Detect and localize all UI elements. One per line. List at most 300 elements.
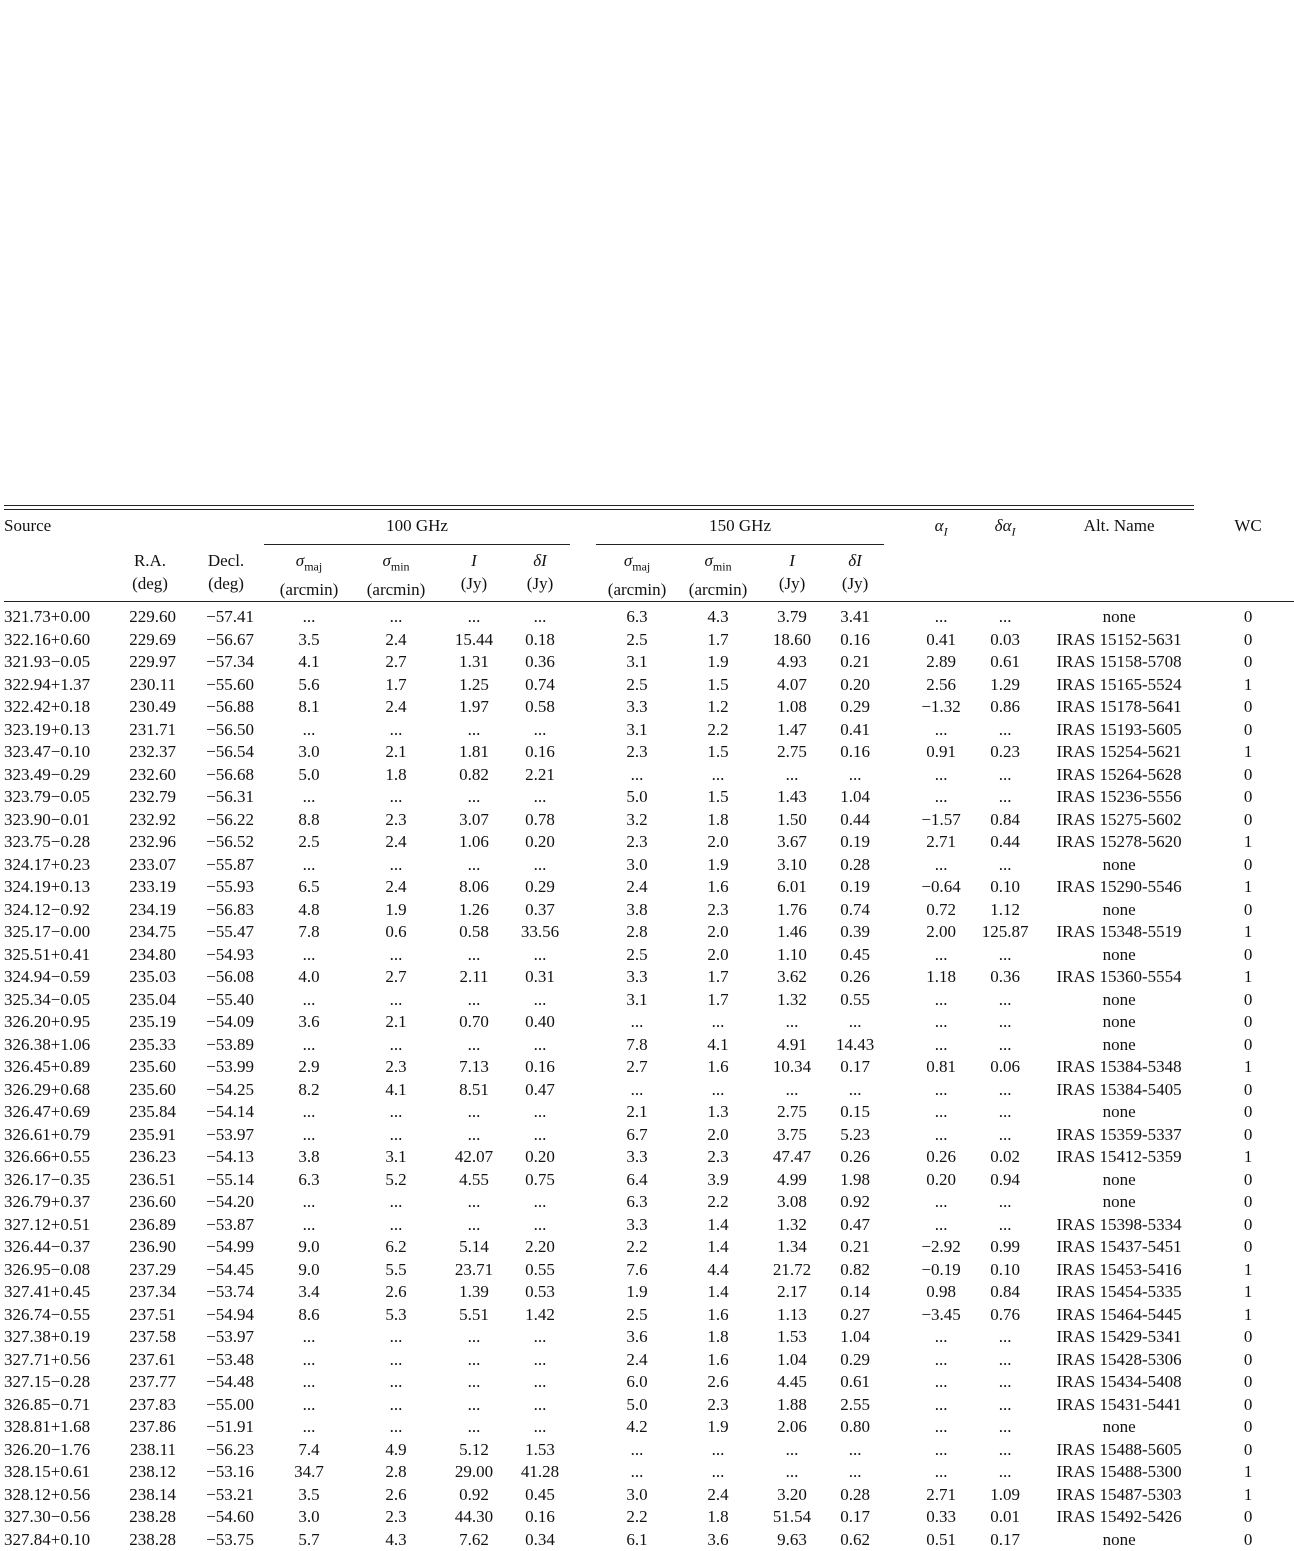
cell-ra: 233.19 <box>129 877 176 897</box>
cell-source: 327.38+0.19 <box>4 1327 91 1347</box>
cell-sigma-maj-150: 6.4 <box>626 1169 648 1189</box>
cell-wc: 0 <box>1243 652 1253 672</box>
table-row <box>4 989 1294 1012</box>
cell-alt-name: IRAS 15464-5445 <box>1056 1304 1182 1324</box>
cell-delta-alpha: ... <box>998 1124 1012 1144</box>
cell-dec: −53.74 <box>206 1282 254 1302</box>
cell-dec: −54.45 <box>206 1259 254 1279</box>
cell-wc: 0 <box>1243 1012 1253 1032</box>
cell-dec: −53.97 <box>206 1124 254 1144</box>
cell-sigma-maj-150: 3.0 <box>626 1484 648 1504</box>
cell-ra: 237.51 <box>129 1304 176 1324</box>
cell-alt-name: IRAS 15429-5341 <box>1056 1327 1182 1347</box>
cell-sigma-maj-100: ... <box>302 854 316 874</box>
cell-wc: 0 <box>1243 1372 1253 1392</box>
cell-wc: 0 <box>1243 1237 1253 1257</box>
cell-wc: 0 <box>1243 629 1253 649</box>
cell-sigma-maj-100: ... <box>302 1124 316 1144</box>
table-row <box>4 1011 1294 1034</box>
cell-sigma-maj-100: ... <box>302 1327 316 1347</box>
cell-delta-alpha: ... <box>998 1034 1012 1054</box>
cell-source: 326.38+1.06 <box>4 1034 91 1054</box>
cell-sigma-maj-100: ... <box>302 607 316 627</box>
table-row <box>4 1326 1294 1349</box>
cell-delta-alpha: ... <box>998 1349 1012 1369</box>
table-row <box>4 831 1294 854</box>
cell-intensity-error-150: 0.16 <box>840 742 870 762</box>
cell-intensity-100: ... <box>467 719 481 739</box>
cell-alt-name: IRAS 15437-5451 <box>1056 1237 1182 1257</box>
cell-wc: 0 <box>1243 764 1253 784</box>
cell-sigma-maj-100: 34.7 <box>294 1462 324 1482</box>
cell-intensity-error-150: 0.26 <box>840 1147 870 1167</box>
cell-sigma-min-100: ... <box>389 944 403 964</box>
cell-alpha: ... <box>934 764 948 784</box>
cell-alpha: 0.81 <box>926 1057 956 1077</box>
table-row <box>4 1416 1294 1439</box>
cell-dec: −56.68 <box>206 764 254 784</box>
cell-alt-name: none <box>1102 1529 1136 1549</box>
cell-intensity-100: 5.12 <box>459 1439 489 1459</box>
cell-sigma-min-100: ... <box>389 1124 403 1144</box>
cell-intensity-error-100: 0.31 <box>525 967 555 987</box>
cell-ra: 237.77 <box>129 1372 176 1392</box>
cell-intensity-error-100: 0.29 <box>525 877 555 897</box>
cell-intensity-error-100: 0.34 <box>525 1529 555 1549</box>
cell-wc: 0 <box>1243 989 1253 1009</box>
cell-sigma-min-150: 2.0 <box>707 832 729 852</box>
cell-intensity-error-100: ... <box>533 1034 547 1054</box>
header-ra: R.A. (deg) <box>132 550 168 593</box>
cell-alt-name: none <box>1102 1012 1136 1032</box>
table-row <box>4 1439 1294 1462</box>
cell-delta-alpha: 0.02 <box>990 1147 1020 1167</box>
cell-alt-name: none <box>1102 1034 1136 1054</box>
cell-intensity-100: ... <box>467 787 481 807</box>
cell-intensity-error-150: ... <box>848 764 862 784</box>
cell-alpha: 0.41 <box>926 629 956 649</box>
cell-intensity-error-100: 0.58 <box>525 697 555 717</box>
cell-intensity-100: 1.31 <box>459 652 489 672</box>
cell-source: 324.17+0.23 <box>4 854 91 874</box>
cell-alpha: ... <box>934 1417 948 1437</box>
cell-sigma-maj-150: 2.5 <box>626 944 648 964</box>
cell-ra: 237.83 <box>129 1394 176 1414</box>
cell-ra: 236.23 <box>129 1147 176 1167</box>
cell-alt-name: IRAS 15359-5337 <box>1056 1124 1182 1144</box>
cell-intensity-100: ... <box>467 944 481 964</box>
cell-intensity-error-100: 2.20 <box>525 1237 555 1257</box>
cell-sigma-maj-100: 8.8 <box>298 809 320 829</box>
cell-ra: 229.97 <box>129 652 176 672</box>
cell-sigma-maj-150: 3.2 <box>626 809 648 829</box>
cell-sigma-maj-150: 2.5 <box>626 1304 648 1324</box>
cell-sigma-maj-100: ... <box>302 1372 316 1392</box>
cell-ra: 235.19 <box>129 1012 176 1032</box>
cell-dec: −51.91 <box>206 1417 254 1437</box>
cell-wc: 0 <box>1243 854 1253 874</box>
cell-intensity-100: 29.00 <box>454 1462 494 1482</box>
header-150-intensity-error: δI (Jy) <box>841 551 869 593</box>
cell-intensity-error-150: 0.17 <box>840 1507 870 1527</box>
cell-alpha: 0.91 <box>926 742 956 762</box>
header-group-150ghz: 150 GHz <box>596 510 884 545</box>
cell-intensity-error-100: 0.16 <box>525 1507 555 1527</box>
table-row <box>4 741 1294 764</box>
cell-ra: 234.75 <box>129 922 176 942</box>
cell-sigma-maj-100: 7.8 <box>298 922 320 942</box>
cell-alpha: −3.45 <box>921 1304 961 1324</box>
cell-source: 323.47−0.10 <box>4 742 91 762</box>
cell-sigma-maj-150: 3.1 <box>626 652 648 672</box>
header-delta-alpha: $\delta\alpha_I$ <box>994 516 1016 539</box>
cell-sigma-maj-150: 7.8 <box>626 1034 648 1054</box>
cell-intensity-150: 1.88 <box>777 1394 807 1414</box>
header-100-intensity-error: δI (Jy) <box>526 551 554 593</box>
cell-sigma-min-150: 1.5 <box>707 787 729 807</box>
cell-delta-alpha: 0.94 <box>990 1169 1020 1189</box>
cell-wc: 1 <box>1243 877 1253 897</box>
cell-intensity-150: 3.75 <box>777 1124 807 1144</box>
cell-alt-name: none <box>1102 1192 1136 1212</box>
cell-dec: −54.25 <box>206 1079 254 1099</box>
cell-ra: 230.49 <box>129 697 176 717</box>
cell-sigma-maj-150: 2.4 <box>626 1349 648 1369</box>
cell-intensity-150: 51.54 <box>772 1507 812 1527</box>
cell-source: 324.12−0.92 <box>4 899 91 919</box>
cell-intensity-100: ... <box>467 1394 481 1414</box>
table-row <box>4 1371 1294 1394</box>
cell-intensity-100: 1.97 <box>459 697 489 717</box>
cell-ra: 235.84 <box>129 1102 176 1122</box>
cell-sigma-min-150: ... <box>711 764 725 784</box>
cell-source: 323.49−0.29 <box>4 764 91 784</box>
cell-alpha: ... <box>934 1102 948 1122</box>
cell-intensity-100: 1.81 <box>459 742 489 762</box>
cell-delta-alpha: 0.06 <box>990 1057 1020 1077</box>
cell-sigma-maj-100: 3.5 <box>298 1484 320 1504</box>
cell-dec: −57.41 <box>206 607 254 627</box>
cell-dec: −56.23 <box>206 1439 254 1459</box>
cell-sigma-min-150: 1.9 <box>707 652 729 672</box>
cell-source: 327.15−0.28 <box>4 1372 91 1392</box>
cell-sigma-min-150: ... <box>711 1079 725 1099</box>
cell-alt-name: IRAS 15178-5641 <box>1056 697 1182 717</box>
cell-alpha: 0.98 <box>926 1282 956 1302</box>
cell-sigma-min-150: 2.4 <box>707 1484 729 1504</box>
cell-dec: −57.34 <box>206 652 254 672</box>
cell-sigma-maj-100: ... <box>302 1214 316 1234</box>
cell-intensity-error-100: 0.37 <box>525 899 555 919</box>
cell-alpha: 0.26 <box>926 1147 956 1167</box>
cell-sigma-maj-100: 6.5 <box>298 877 320 897</box>
cell-intensity-error-100: ... <box>533 1327 547 1347</box>
cell-sigma-min-100: 2.4 <box>385 877 407 897</box>
cell-intensity-error-150: 0.20 <box>840 674 870 694</box>
cell-intensity-error-150: 0.21 <box>840 1237 870 1257</box>
cell-delta-alpha: 0.10 <box>990 1259 1020 1279</box>
cell-sigma-min-100: 2.3 <box>385 809 407 829</box>
cell-alpha: ... <box>934 854 948 874</box>
cell-sigma-maj-100: 6.3 <box>298 1169 320 1189</box>
cell-intensity-150: 2.06 <box>777 1417 807 1437</box>
cell-sigma-maj-150: 5.0 <box>626 1394 648 1414</box>
cell-intensity-100: ... <box>467 1034 481 1054</box>
cell-intensity-error-100: ... <box>533 1417 547 1437</box>
cell-intensity-error-100: 0.20 <box>525 832 555 852</box>
cell-delta-alpha: ... <box>998 989 1012 1009</box>
cell-delta-alpha: 0.23 <box>990 742 1020 762</box>
cell-ra: 238.28 <box>129 1507 176 1527</box>
cell-intensity-error-100: 41.28 <box>520 1462 560 1482</box>
cell-source: 321.73+0.00 <box>4 607 91 627</box>
cell-wc: 0 <box>1243 607 1253 627</box>
cell-sigma-maj-100: 9.0 <box>298 1259 320 1279</box>
cell-ra: 235.60 <box>129 1079 176 1099</box>
header-150-intensity: I (Jy) <box>778 551 806 593</box>
cell-sigma-min-150: 3.9 <box>707 1169 729 1189</box>
cell-sigma-maj-100: 4.0 <box>298 967 320 987</box>
cell-source: 326.61+0.79 <box>4 1124 91 1144</box>
cell-wc: 0 <box>1243 1102 1253 1122</box>
cell-dec: −53.89 <box>206 1034 254 1054</box>
cell-source: 322.94+1.37 <box>4 674 91 694</box>
cell-alpha: ... <box>934 1439 948 1459</box>
cell-sigma-min-100: ... <box>389 1192 403 1212</box>
cell-sigma-min-150: 1.7 <box>707 967 729 987</box>
cell-sigma-maj-100: ... <box>302 1102 316 1122</box>
cell-intensity-150: 1.34 <box>777 1237 807 1257</box>
cell-intensity-150: 18.60 <box>772 629 812 649</box>
cell-alpha: ... <box>934 989 948 1009</box>
cell-sigma-min-150: 4.3 <box>707 607 729 627</box>
cell-sigma-maj-100: ... <box>302 1349 316 1369</box>
header-100-intensity: I (Jy) <box>460 551 488 593</box>
cell-intensity-error-100: ... <box>533 1124 547 1144</box>
cell-intensity-error-150: 0.92 <box>840 1192 870 1212</box>
cell-dec: −53.16 <box>206 1462 254 1482</box>
cell-delta-alpha: 0.61 <box>990 652 1020 672</box>
cell-alpha: ... <box>934 1034 948 1054</box>
cell-wc: 0 <box>1243 1214 1253 1234</box>
cell-sigma-min-150: 1.8 <box>707 809 729 829</box>
header-dec: Decl. (deg) <box>207 550 245 593</box>
table-row <box>4 921 1294 944</box>
cell-intensity-150: 1.04 <box>777 1349 807 1369</box>
cell-sigma-min-150: 1.6 <box>707 1304 729 1324</box>
cell-alpha: 0.72 <box>926 899 956 919</box>
cell-alt-name: none <box>1102 989 1136 1009</box>
cell-intensity-150: 4.07 <box>777 674 807 694</box>
cell-sigma-maj-150: ... <box>630 1012 644 1032</box>
cell-intensity-error-100: ... <box>533 787 547 807</box>
cell-dec: −54.99 <box>206 1237 254 1257</box>
cell-ra: 230.11 <box>129 674 176 694</box>
cell-dec: −56.52 <box>206 832 254 852</box>
cell-sigma-min-150: ... <box>711 1462 725 1482</box>
cell-alt-name: IRAS 15264-5628 <box>1056 764 1182 784</box>
cell-intensity-100: 0.70 <box>459 1012 489 1032</box>
cell-delta-alpha: 0.44 <box>990 832 1020 852</box>
cell-delta-alpha: ... <box>998 1372 1012 1392</box>
cell-sigma-maj-150: ... <box>630 1439 644 1459</box>
cell-intensity-error-150: 0.28 <box>840 854 870 874</box>
cell-sigma-maj-100: ... <box>302 719 316 739</box>
cell-ra: 236.90 <box>129 1237 176 1257</box>
cell-intensity-150: 1.47 <box>777 719 807 739</box>
cell-dec: −53.21 <box>206 1484 254 1504</box>
cell-alpha: ... <box>934 1192 948 1212</box>
cell-sigma-maj-150: 3.6 <box>626 1327 648 1347</box>
table-row <box>4 1079 1294 1102</box>
cell-delta-alpha: ... <box>998 944 1012 964</box>
cell-sigma-min-150: 2.6 <box>707 1372 729 1392</box>
cell-delta-alpha: 0.84 <box>990 809 1020 829</box>
cell-sigma-maj-100: 3.5 <box>298 629 320 649</box>
cell-alpha: ... <box>934 1462 948 1482</box>
cell-alpha: 0.33 <box>926 1507 956 1527</box>
cell-sigma-maj-100: 8.1 <box>298 697 320 717</box>
cell-alpha: −1.57 <box>921 809 961 829</box>
cell-ra: 235.91 <box>129 1124 176 1144</box>
cell-sigma-min-100: ... <box>389 1349 403 1369</box>
cell-sigma-maj-100: 4.8 <box>298 899 320 919</box>
cell-intensity-150: 3.20 <box>777 1484 807 1504</box>
cell-sigma-maj-150: 3.1 <box>626 719 648 739</box>
cell-wc: 1 <box>1243 922 1253 942</box>
cell-sigma-maj-150: 2.2 <box>626 1237 648 1257</box>
cell-alpha: ... <box>934 787 948 807</box>
cell-source: 325.17−0.00 <box>4 922 91 942</box>
cell-ra: 237.58 <box>129 1327 176 1347</box>
cell-sigma-min-100: 6.2 <box>385 1237 407 1257</box>
cell-ra: 237.34 <box>129 1282 176 1302</box>
cell-intensity-100: 1.39 <box>459 1282 489 1302</box>
cell-intensity-100: ... <box>467 989 481 1009</box>
cell-source: 322.42+0.18 <box>4 697 91 717</box>
cell-intensity-150: 4.99 <box>777 1169 807 1189</box>
cell-sigma-maj-100: 8.6 <box>298 1304 320 1324</box>
cell-dec: −56.83 <box>206 899 254 919</box>
cell-intensity-error-150: 0.16 <box>840 629 870 649</box>
cell-intensity-error-150: 0.26 <box>840 967 870 987</box>
cell-intensity-100: 7.62 <box>459 1529 489 1549</box>
cell-delta-alpha: ... <box>998 1327 1012 1347</box>
cell-ra: 236.60 <box>129 1192 176 1212</box>
cell-source: 327.12+0.51 <box>4 1214 91 1234</box>
cell-sigma-maj-150: 2.1 <box>626 1102 648 1122</box>
cell-sigma-maj-100: 7.4 <box>298 1439 320 1459</box>
cell-dec: −54.09 <box>206 1012 254 1032</box>
cell-wc: 0 <box>1243 1349 1253 1369</box>
cell-alpha: −0.19 <box>921 1259 961 1279</box>
cell-intensity-150: 1.46 <box>777 922 807 942</box>
cell-intensity-150: 2.17 <box>777 1282 807 1302</box>
table-row <box>4 854 1294 877</box>
cell-alpha: −2.92 <box>921 1237 961 1257</box>
table-row <box>4 1349 1294 1372</box>
cell-sigma-maj-100: 3.6 <box>298 1012 320 1032</box>
cell-intensity-150: 4.91 <box>777 1034 807 1054</box>
cell-ra: 234.19 <box>129 899 176 919</box>
cell-source: 327.41+0.45 <box>4 1282 91 1302</box>
source-table <box>4 505 1262 1551</box>
cell-sigma-maj-100: 3.0 <box>298 742 320 762</box>
cell-sigma-maj-150: 2.8 <box>626 922 648 942</box>
cell-delta-alpha: 0.36 <box>990 967 1020 987</box>
cell-sigma-min-150: 1.6 <box>707 1349 729 1369</box>
cell-intensity-error-100: 0.74 <box>525 674 555 694</box>
cell-source: 326.44−0.37 <box>4 1237 91 1257</box>
cell-intensity-100: ... <box>467 1102 481 1122</box>
table-row <box>4 1506 1294 1529</box>
cell-sigma-maj-150: 3.8 <box>626 899 648 919</box>
cell-alt-name: IRAS 15278-5620 <box>1056 832 1182 852</box>
cell-intensity-error-100: 33.56 <box>520 922 560 942</box>
cell-alpha: 2.56 <box>926 674 956 694</box>
cell-sigma-maj-150: 6.0 <box>626 1372 648 1392</box>
cell-source: 326.85−0.71 <box>4 1394 91 1414</box>
cell-sigma-maj-100: ... <box>302 1192 316 1212</box>
cell-sigma-min-100: 2.3 <box>385 1507 407 1527</box>
cell-intensity-error-100: ... <box>533 1214 547 1234</box>
cell-intensity-100: 44.30 <box>454 1507 494 1527</box>
cell-dec: −55.87 <box>206 854 254 874</box>
cell-intensity-150: 9.63 <box>777 1529 807 1549</box>
cell-intensity-error-150: 14.43 <box>835 1034 875 1054</box>
cell-sigma-maj-100: 8.2 <box>298 1079 320 1099</box>
cell-sigma-maj-150: 2.7 <box>626 1057 648 1077</box>
table-row <box>4 1394 1294 1417</box>
table-row <box>4 944 1294 967</box>
cell-intensity-100: ... <box>467 607 481 627</box>
cell-dec: −53.99 <box>206 1057 254 1077</box>
cell-wc: 1 <box>1243 1057 1253 1077</box>
cell-intensity-error-150: 0.41 <box>840 719 870 739</box>
cell-sigma-min-150: 3.6 <box>707 1529 729 1549</box>
cell-intensity-100: 42.07 <box>454 1147 494 1167</box>
cell-wc: 1 <box>1243 1259 1253 1279</box>
cell-sigma-min-100: ... <box>389 1214 403 1234</box>
cell-sigma-min-100: 2.7 <box>385 652 407 672</box>
cell-sigma-min-100: 1.8 <box>385 764 407 784</box>
cell-source: 324.19+0.13 <box>4 877 91 897</box>
cell-sigma-min-150: ... <box>711 1439 725 1459</box>
cell-intensity-150: 1.50 <box>777 809 807 829</box>
header-source: Source <box>4 516 52 535</box>
cell-sigma-maj-150: 2.5 <box>626 674 648 694</box>
cell-sigma-min-100: 4.1 <box>385 1079 407 1099</box>
cell-intensity-error-100: 0.47 <box>525 1079 555 1099</box>
cell-intensity-error-100: 0.53 <box>525 1282 555 1302</box>
cell-intensity-error-150: 0.39 <box>840 922 870 942</box>
cell-intensity-150: 47.47 <box>772 1147 812 1167</box>
cell-intensity-error-150: 2.55 <box>840 1394 870 1414</box>
cell-sigma-min-150: 1.3 <box>707 1102 729 1122</box>
cell-alt-name: IRAS 15165-5524 <box>1056 674 1182 694</box>
cell-sigma-maj-100: ... <box>302 787 316 807</box>
cell-intensity-error-150: 0.44 <box>840 809 870 829</box>
cell-source: 328.15+0.61 <box>4 1462 91 1482</box>
cell-dec: −53.48 <box>206 1349 254 1369</box>
cell-alpha: −1.32 <box>921 697 961 717</box>
cell-ra: 232.79 <box>129 787 176 807</box>
cell-alt-name: IRAS 15453-5416 <box>1056 1259 1182 1279</box>
cell-sigma-maj-150: ... <box>630 1462 644 1482</box>
cell-sigma-maj-150: 2.3 <box>626 832 648 852</box>
cell-wc: 0 <box>1243 1192 1253 1212</box>
cell-delta-alpha: 0.84 <box>990 1282 1020 1302</box>
